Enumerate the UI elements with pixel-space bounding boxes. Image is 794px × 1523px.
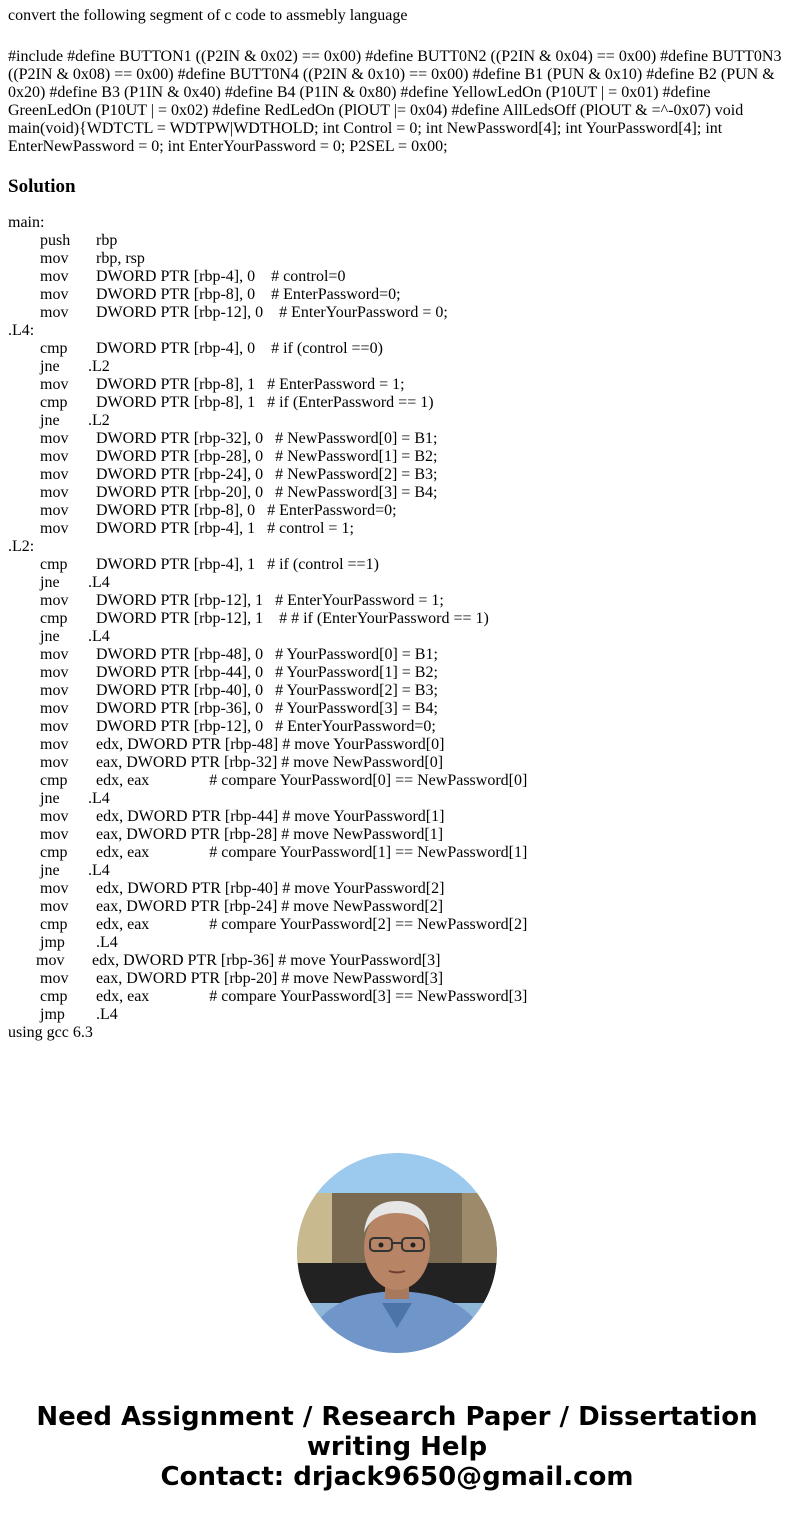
code-operands: edx, eax # compare YourPassword[1] == NewPassword[1] (88, 844, 528, 861)
code-operands: .L4 (88, 628, 110, 645)
code-instruction-line (8, 556, 786, 574)
code-operands: DWORD PTR [rbp-8], 0 # EnterPassword=0; (88, 286, 401, 303)
code-operands: rbp (88, 232, 118, 249)
code-opcode: mov (40, 646, 69, 663)
code-operands: eax, DWORD PTR [rbp-24] # move NewPassword[2] (88, 898, 444, 915)
code-opcode: cmp (40, 340, 68, 357)
code-operands: edx, DWORD PTR [rbp-48] # move YourPassword[0] (88, 736, 445, 753)
code-opcode: mov (40, 700, 69, 717)
code-opcode: mov (40, 880, 69, 897)
code-instruction-line (8, 862, 786, 880)
code-operands: edx, DWORD PTR [rbp-44] # move YourPassword[1] (88, 808, 445, 825)
code-operands: DWORD PTR [rbp-8], 1 # if (EnterPassword == 1) (88, 394, 434, 411)
promo-banner (0, 1402, 794, 1492)
code-operands: rbp, rsp (88, 250, 145, 267)
code-operands: edx, DWORD PTR [rbp-36] # move YourPassword[3] (84, 952, 441, 969)
code-opcode: cmp (40, 988, 68, 1005)
code-instruction-line (8, 268, 786, 286)
code-operands: DWORD PTR [rbp-36], 0 # YourPassword[3] = B4; (88, 700, 438, 717)
code-operands: DWORD PTR [rbp-40], 0 # YourPassword[2] = B3; (88, 682, 438, 699)
code-opcode: jmp (40, 934, 65, 951)
code-opcode: cmp (40, 610, 68, 627)
code-operands: DWORD PTR [rbp-4], 0 # control=0 (88, 268, 346, 285)
code-operands: DWORD PTR [rbp-48], 0 # YourPassword[0] = B1; (88, 646, 438, 663)
code-opcode: jne (40, 790, 60, 807)
code-opcode: jne (40, 358, 60, 375)
code-operands: DWORD PTR [rbp-4], 0 # if (control ==0) (88, 340, 383, 357)
code-opcode: cmp (40, 394, 68, 411)
code-operands: DWORD PTR [rbp-20], 0 # NewPassword[3] = B4; (88, 484, 438, 501)
code-opcode: mov (40, 484, 69, 501)
code-opcode: mov (40, 736, 69, 753)
code-operands: DWORD PTR [rbp-8], 1 # EnterPassword = 1; (88, 376, 405, 393)
qa-content (8, 6, 786, 1042)
code-instruction-line (8, 664, 786, 682)
code-opcode: jne (40, 628, 60, 645)
code-instruction-line (8, 646, 786, 664)
code-opcode: mov (40, 970, 69, 987)
code-operands: DWORD PTR [rbp-4], 1 # control = 1; (88, 520, 354, 537)
code-instruction-line (8, 988, 786, 1006)
code-operands: .L2 (88, 358, 110, 375)
code-instruction-line (8, 394, 786, 412)
code-instruction-line (8, 880, 786, 898)
code-instruction-line (8, 790, 786, 808)
code-operands: DWORD PTR [rbp-12], 0 # EnterYourPassword=0; (88, 718, 436, 735)
code-instruction-line (8, 700, 786, 718)
code-opcode: cmp (40, 772, 68, 789)
code-instruction-line (8, 1006, 786, 1024)
code-instruction-line (8, 574, 786, 592)
code-opcode: mov (40, 304, 69, 321)
code-instruction-line (8, 484, 786, 502)
code-operands: edx, DWORD PTR [rbp-40] # move YourPassword[2] (88, 880, 445, 897)
code-opcode: mov (36, 952, 65, 969)
code-instruction-line (8, 520, 786, 538)
code-operands: .L4 (88, 934, 118, 951)
code-instruction-line (8, 412, 786, 430)
code-opcode: mov (40, 826, 69, 843)
solution-heading: Solution (8, 176, 76, 197)
code-operands: eax, DWORD PTR [rbp-32] # move NewPassword[0] (88, 754, 444, 771)
compiler-note: using gcc 6.3 (8, 1024, 93, 1041)
code-opcode: jne (40, 574, 60, 591)
code-instruction-line (8, 952, 786, 970)
question-body: #include #define BUTTON1 ((P2IN & 0x02) == 0x00) #define BUTT0N2 ((P2IN & 0x04) == 0x00) #define BUTT0N3 ((P2IN & 0x08) == 0x00) #define BUTT0N4 ((P2IN & 0x10) == 0x00) #define B1 (PUN & 0x10) #define B2 (PUN & 0x20) #define B3 (P1IN & 0x40) #define B4 (P1IN & 0x80) #define YellowLedOn (P10UT | = 0x01) #define GreenLedOn (P10UT | = 0x02) #define RedLedOn (PlOUT |= 0x04) #define AllLedsOff (PlOUT & =^-0x07) void main(void){WDTCTL = WDTPW|WDTHOLD; int Control = 0; int NewPassword[4]; int YourPassword[4]; int EnterNewPassword = 0; int EnterYourPassword = 0; P2SEL = 0x00; (8, 48, 782, 155)
code-opcode: jmp (40, 1006, 65, 1023)
code-instruction-line (8, 754, 786, 772)
code-instruction-line (8, 592, 786, 610)
code-operands: edx, eax # compare YourPassword[2] == NewPassword[2] (88, 916, 528, 933)
code-operands: DWORD PTR [rbp-32], 0 # NewPassword[0] = B1; (88, 430, 438, 447)
author-avatar (297, 1153, 497, 1353)
code-opcode: mov (40, 268, 69, 285)
promo-contact-line: Contact: drjack9650@gmail.com (160, 1462, 634, 1492)
code-opcode: mov (40, 592, 69, 609)
code-instruction-line (8, 502, 786, 520)
code-opcode: mov (40, 502, 69, 519)
code-operands: edx, eax # compare YourPassword[0] == NewPassword[0] (88, 772, 528, 789)
code-instruction-line (8, 448, 786, 466)
code-operands: DWORD PTR [rbp-28], 0 # NewPassword[1] = B2; (88, 448, 438, 465)
code-instruction-line (8, 826, 786, 844)
person-photo-icon (297, 1153, 497, 1353)
code-instruction-line (8, 718, 786, 736)
code-instruction-line (8, 628, 786, 646)
question-title: convert the following segment of c code to assmebly language (8, 7, 408, 24)
code-operands: DWORD PTR [rbp-44], 0 # YourPassword[1] = B2; (88, 664, 438, 681)
code-instruction-line (8, 736, 786, 754)
code-opcode: mov (40, 808, 69, 825)
assembly-code-block (8, 214, 786, 1024)
code-instruction-line (8, 232, 786, 250)
code-opcode: mov (40, 898, 69, 915)
promo-line-2: writing Help (306, 1432, 488, 1462)
code-instruction-line (8, 898, 786, 916)
code-opcode: mov (40, 448, 69, 465)
code-instruction-line (8, 844, 786, 862)
code-label-line: main: (8, 214, 45, 231)
code-opcode: jne (40, 412, 60, 429)
code-operands: eax, DWORD PTR [rbp-20] # move NewPassword[3] (88, 970, 444, 987)
code-operands: .L4 (88, 1006, 118, 1023)
code-opcode: jne (40, 862, 60, 879)
code-instruction-line (8, 250, 786, 268)
code-instruction-line (8, 970, 786, 988)
code-operands: .L4 (88, 862, 110, 879)
code-instruction-line (8, 934, 786, 952)
code-operands: eax, DWORD PTR [rbp-28] # move NewPassword[1] (88, 826, 444, 843)
code-operands: .L4 (88, 574, 110, 591)
code-opcode: cmp (40, 844, 68, 861)
code-opcode: mov (40, 286, 69, 303)
code-operands: .L2 (88, 412, 110, 429)
code-instruction-line (8, 286, 786, 304)
code-instruction-line (8, 610, 786, 628)
code-operands: DWORD PTR [rbp-24], 0 # NewPassword[2] = B3; (88, 466, 438, 483)
code-opcode: mov (40, 250, 69, 267)
code-label-line: .L4: (8, 322, 35, 339)
code-operands: DWORD PTR [rbp-8], 0 # EnterPassword=0; (88, 502, 397, 519)
code-operands: DWORD PTR [rbp-12], 1 # # if (EnterYourPassword == 1) (88, 610, 489, 627)
promo-line-1: Need Assignment / Research Paper / Dissertation (36, 1402, 758, 1432)
code-instruction-line (8, 916, 786, 934)
code-opcode: mov (40, 376, 69, 393)
code-instruction-line (8, 340, 786, 358)
code-instruction-line (8, 808, 786, 826)
code-opcode: push (40, 232, 71, 249)
code-opcode: cmp (40, 916, 68, 933)
code-label-line: .L2: (8, 538, 35, 555)
code-opcode: cmp (40, 556, 68, 573)
code-instruction-line (8, 304, 786, 322)
code-opcode: mov (40, 754, 69, 771)
code-opcode: mov (40, 430, 69, 447)
code-instruction-line (8, 358, 786, 376)
code-operands: DWORD PTR [rbp-12], 1 # EnterYourPassword = 1; (88, 592, 444, 609)
code-operands: .L4 (88, 790, 110, 807)
code-opcode: mov (40, 682, 69, 699)
code-instruction-line (8, 466, 786, 484)
code-operands: DWORD PTR [rbp-4], 1 # if (control ==1) (88, 556, 379, 573)
code-operands: edx, eax # compare YourPassword[3] == NewPassword[3] (88, 988, 528, 1005)
code-opcode: mov (40, 718, 69, 735)
code-opcode: mov (40, 664, 69, 681)
code-instruction-line (8, 430, 786, 448)
code-opcode: mov (40, 466, 69, 483)
code-opcode: mov (40, 520, 69, 537)
code-operands: DWORD PTR [rbp-12], 0 # EnterYourPassword = 0; (88, 304, 448, 321)
code-instruction-line (8, 682, 786, 700)
code-instruction-line (8, 376, 786, 394)
code-instruction-line (8, 772, 786, 790)
